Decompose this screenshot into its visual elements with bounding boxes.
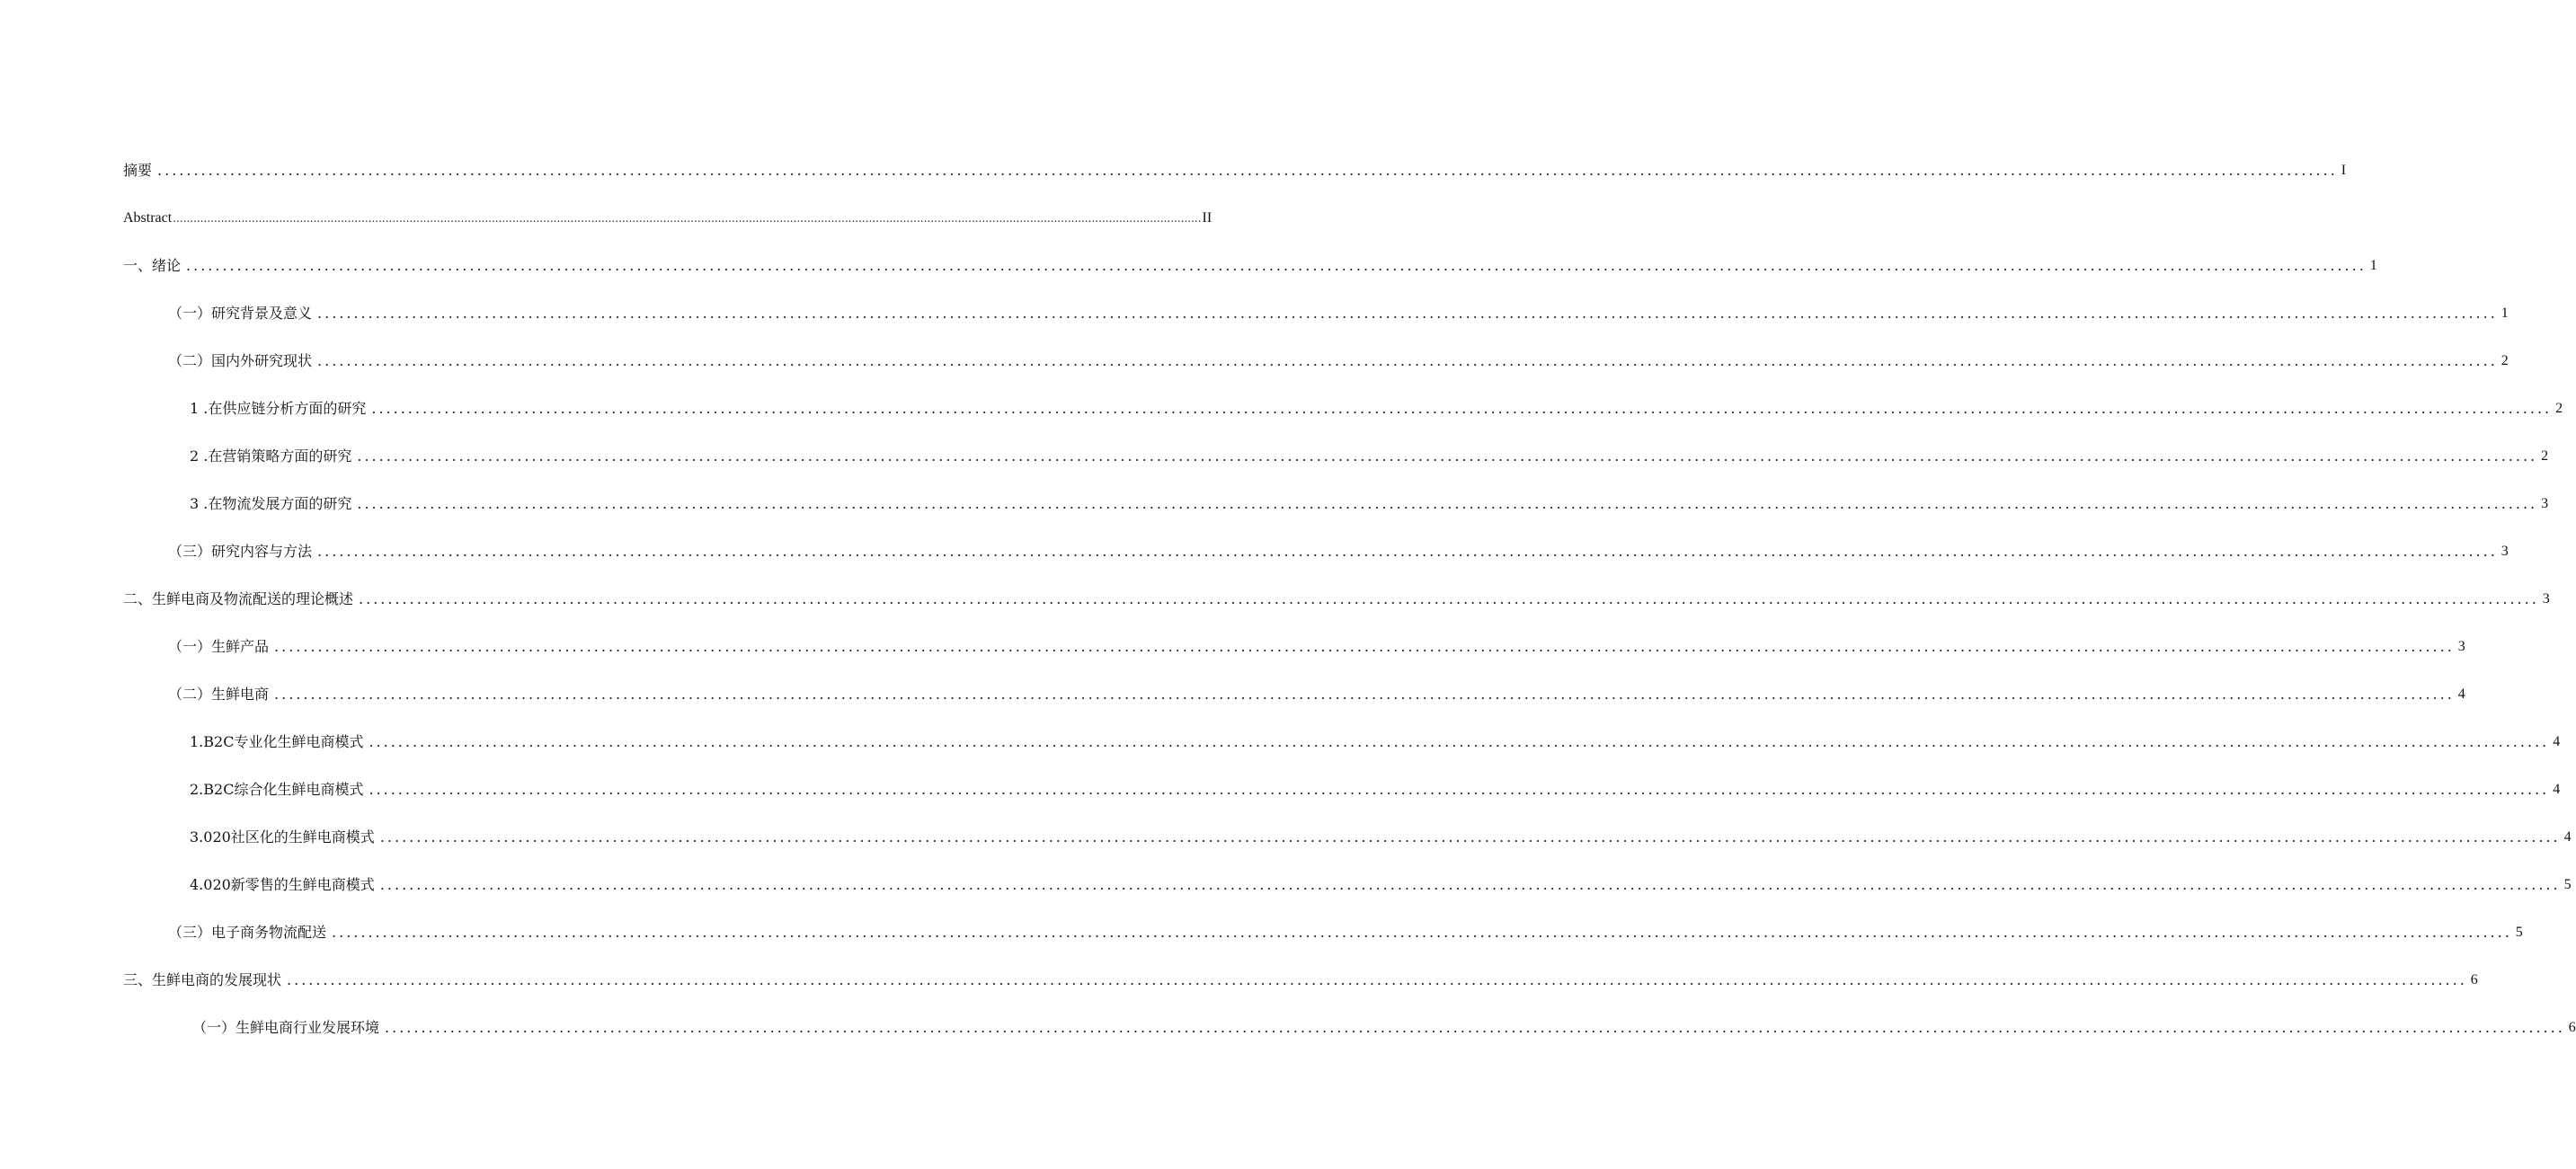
toc-entry-title: （二）生鲜电商 <box>168 686 270 703</box>
toc-page-number: 6 <box>2568 1020 2576 1035</box>
toc-entry-title: Abstract <box>123 210 173 226</box>
toc-dot-leader: ............................................................................................................................................................................................................................................................................................................ <box>357 495 2538 512</box>
toc-page-number: 3 <box>2541 496 2549 511</box>
toc-dot-leader: ............................................................................................................................................................................................................................................................................................................ <box>379 828 2561 846</box>
toc-entry-title: （三）电子商务物流配送 <box>168 924 327 941</box>
toc-entry-title: 二、生鲜电商及物流配送的理论概述 <box>123 590 354 607</box>
toc-entry-title: 3 .在物流发展方面的研究 <box>190 495 352 512</box>
toc-page-number: 4 <box>2457 686 2465 702</box>
toc-entry-title: 4.020新零售的生鲜电商模式 <box>190 876 375 893</box>
toc-entry-section-3-1[interactable] <box>192 1014 2576 1037</box>
toc-entry-section-2-3[interactable] <box>168 918 2523 942</box>
toc-dot-leader: ............................................................................................................................................................................................................................................................................................................ <box>369 781 2550 798</box>
toc-page-number: II <box>1202 210 1212 226</box>
toc-dot-leader: ............................................................................................................................................................................................................................................................................................................ <box>369 733 2550 750</box>
toc-page-number: 2 <box>2500 353 2509 368</box>
toc-dot-leader: ............................................................................................................................................................................................................................................................................................................ <box>173 212 1202 225</box>
toc-entry-subsection-2-2-3[interactable] <box>190 823 2572 846</box>
toc-entry-title: 三、生鲜电商的发展现状 <box>123 971 282 988</box>
toc-page-number: 1 <box>2500 306 2509 321</box>
toc-entry-abstract-cn[interactable] <box>123 156 2347 180</box>
toc-entry-subsection-2-2-4[interactable] <box>190 871 2572 894</box>
toc-entry-subsection-2-2-1[interactable] <box>190 728 2561 751</box>
toc-page-number: 2 <box>2555 401 2563 416</box>
toc-page-number: 3 <box>2500 544 2509 559</box>
toc-dot-leader: ............................................................................................................................................................................................................................................................................................................ <box>186 257 2367 274</box>
toc-entry-title: （二）国内外研究现状 <box>168 352 313 369</box>
toc-entry-title: 3.020社区化的生鲜电商模式 <box>190 828 375 846</box>
toc-entry-title: （一）生鲜电商行业发展环境 <box>192 1019 380 1036</box>
toc-entry-title: 摘要 <box>123 162 153 179</box>
toc-dot-leader: ............................................................................................................................................................................................................................................................................................................ <box>274 686 2455 703</box>
toc-entry-subsection-1-2-3[interactable] <box>190 490 2549 513</box>
toc-dot-leader: ............................................................................................................................................................................................................................................................................................................ <box>317 352 2498 369</box>
toc-page-number: 2 <box>2541 448 2549 464</box>
toc-dot-leader: ............................................................................................................................................................................................................................................................................................................ <box>357 447 2538 465</box>
toc-entry-section-1-1[interactable] <box>168 299 2509 323</box>
toc-entry-abstract-en[interactable] <box>123 204 1212 227</box>
toc-dot-leader: ............................................................................................................................................................................................................................................................................................................ <box>371 400 2553 417</box>
toc-entry-section-1-3[interactable] <box>168 537 2509 561</box>
toc-page-number: 3 <box>2457 639 2465 654</box>
toc-dot-leader: ............................................................................................................................................................................................................................................................................................................ <box>385 1019 2565 1036</box>
toc-entry-title: 1.B2C专业化生鲜电商模式 <box>190 733 364 750</box>
toc-page-number: 4 <box>2563 829 2572 845</box>
toc-entry-section-2-1[interactable] <box>168 633 2465 656</box>
toc-entry-title: （一）研究背景及意义 <box>168 305 313 322</box>
toc-page-number: 4 <box>2553 734 2561 749</box>
toc-page-number: 5 <box>2563 877 2572 892</box>
toc-page-number: 3 <box>2542 591 2550 607</box>
toc-entry-section-1-2[interactable] <box>168 347 2509 370</box>
toc-dot-leader: ............................................................................................................................................................................................................................................................................................................ <box>157 162 2338 179</box>
toc-entry-chapter-1[interactable] <box>123 252 2377 275</box>
toc-entry-section-2-2[interactable] <box>168 680 2465 704</box>
toc-page-number: 6 <box>2470 972 2478 987</box>
toc-dot-leader: ............................................................................................................................................................................................................................................................................................................ <box>274 638 2455 655</box>
toc-page-number: I <box>2341 163 2347 178</box>
toc-page-number: 4 <box>2553 782 2561 797</box>
toc-entry-title: 2 .在营销策略方面的研究 <box>190 447 352 465</box>
toc-entry-title: 2.B2C综合化生鲜电商模式 <box>190 781 364 798</box>
toc-dot-leader: ............................................................................................................................................................................................................................................................................................................ <box>359 590 2539 607</box>
toc-page-number: 5 <box>2515 925 2523 940</box>
toc-entry-title: 一、绪论 <box>123 257 182 274</box>
toc-entry-subsection-1-2-2[interactable] <box>190 442 2549 465</box>
toc-entry-chapter-2[interactable] <box>123 585 2550 608</box>
toc-dot-leader: ............................................................................................................................................................................................................................................................................................................ <box>287 971 2467 988</box>
toc-entry-subsection-2-2-2[interactable] <box>190 775 2561 799</box>
toc-dot-leader: ............................................................................................................................................................................................................................................................................................................ <box>332 924 2512 941</box>
toc-page-number: 1 <box>2369 258 2377 273</box>
toc-dot-leader: ............................................................................................................................................................................................................................................................................................................ <box>379 876 2561 893</box>
toc-dot-leader: ............................................................................................................................................................................................................................................................................................................ <box>317 543 2498 560</box>
toc-entry-subsection-1-2-1[interactable] <box>190 394 2563 418</box>
toc-entry-title: （一）生鲜产品 <box>168 638 270 655</box>
toc-entry-title: （三）研究内容与方法 <box>168 543 313 560</box>
toc-dot-leader: ............................................................................................................................................................................................................................................................................................................ <box>317 305 2498 322</box>
toc-entry-chapter-3[interactable] <box>123 966 2478 989</box>
toc-entry-title: 1 .在供应链分析方面的研究 <box>190 400 367 417</box>
